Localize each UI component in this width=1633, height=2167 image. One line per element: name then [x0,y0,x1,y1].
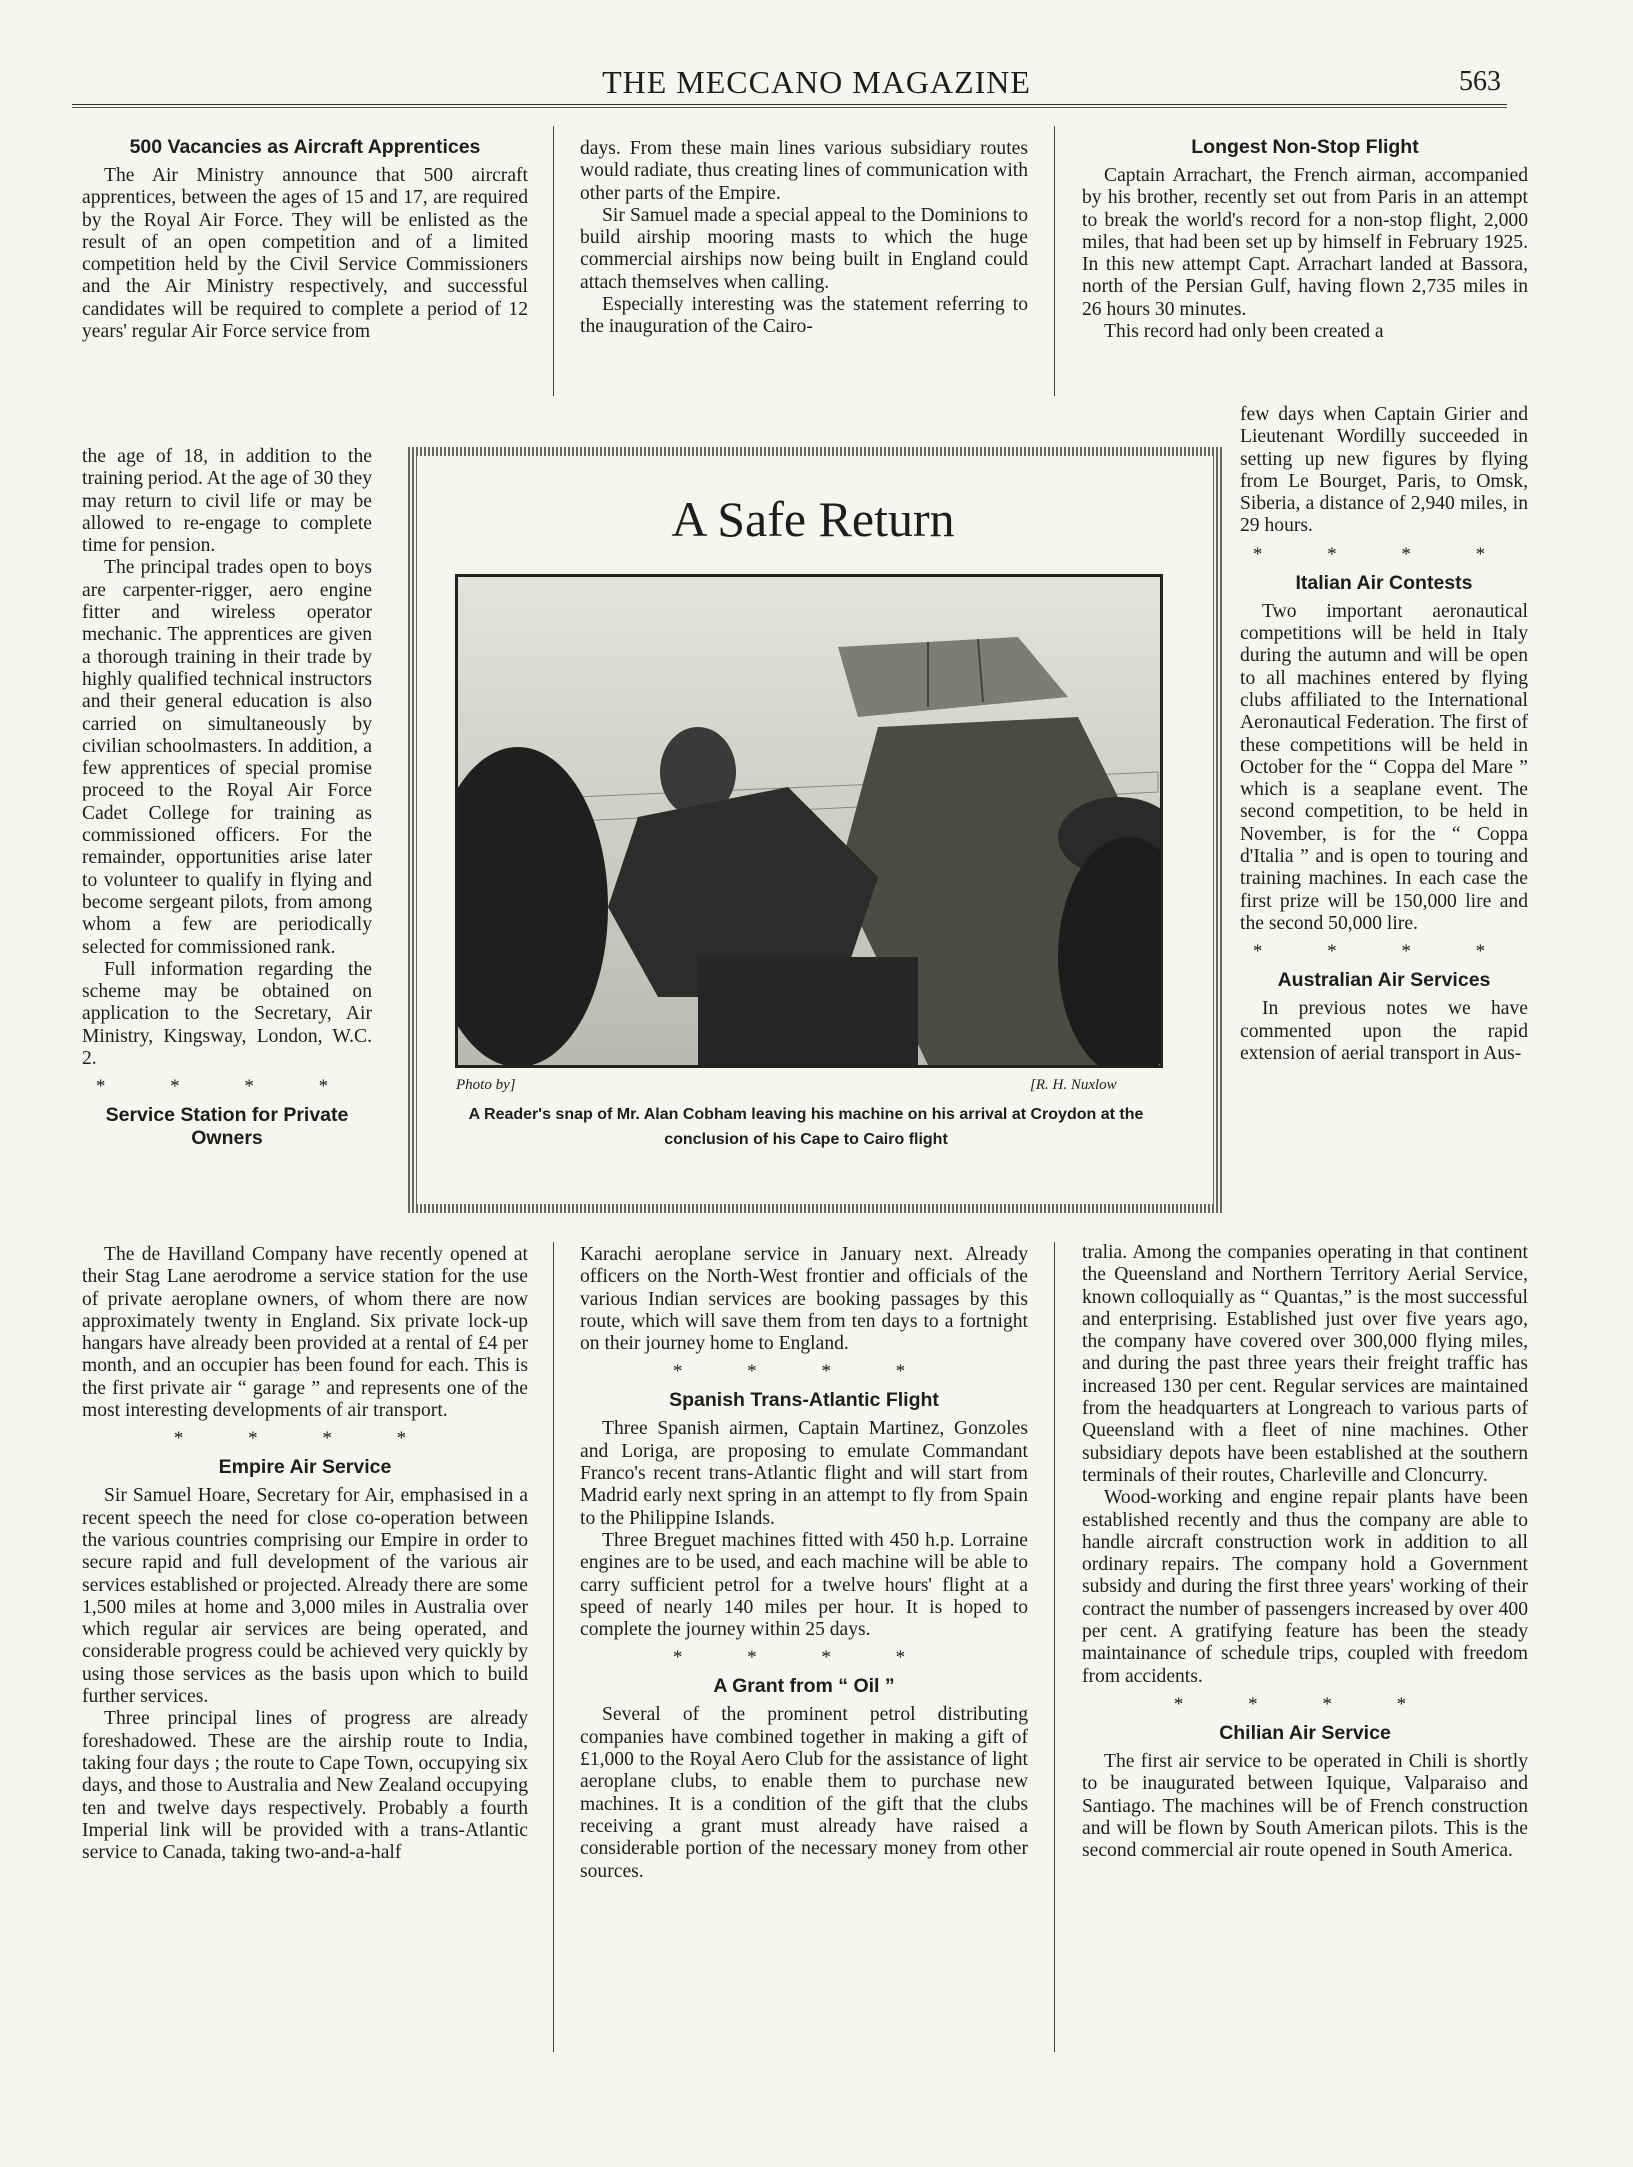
section-separator: * * * * [672,1361,936,1383]
section-separator: * * * * [1252,941,1516,963]
article-apprentices-top [82,136,528,446]
paragraph: Especially interesting was the statement referring to the inauguration of the Cairo- [580,294,1028,338]
section-separator: * * * * [1252,543,1516,565]
article-australian-chilian [1082,1242,1528,2054]
paragraph: tralia. Among the companies operating in that continent the Queensland and Northern Territory Aerial Service, known colloquially as “ Quantas,” is the most successful and enterprising. Established just over five years ago, the company have covered over 300,000 flying miles, and during the past three years their freight traffic has increased 130 per cent. Regular services are maintained from the headquarters at Longreach to various parts of Queensland with a fleet of nine machines. Other subsidiary depots have been established at the southern terminals of their routes, Charleville and Cloncurry. [1082,1242,1528,1486]
header-rule [72,104,1507,105]
paragraph: Several of the prominent petrol distributing companies have combined together in making a gift of £1,000 to the Royal Aero Club for the assistance of light aeroplane clubs, to enable them to purchase new machines. It is a condition of the gift that the clubs receiving a grant must already have raised a considerable portion of the necessary money from other sources. [580,1704,1028,1882]
paragraph: The Air Ministry announce that 500 aircraft apprentices, between the ages of 15 and 17, are required by the Royal Air Force. They will be enlisted as the result of an open competition and of a limited competition held by the Civil Service Commissioners and the Air Ministry respectively, and successful candidates will be required to complete a period of 12 years' regular Air Force service from [82,165,528,343]
heading-service-station: Service Station for Private Owners [105,1104,349,1150]
paragraph: Three principal lines of progress are already foreshadowed. These are the airship route to India, taking four days ; the route to Cape Town, occupying six days, and those to Australia and New Zealand occupying ten and twelve days respectively. Probably a fourth Imperial link will be provided with a trans-Atlantic service to Canada, taking two-and-a-half [82,1708,528,1864]
article-empire-continued [580,138,1028,400]
section-separator: * * * * [672,1647,936,1669]
photo-aviator-at-croydon [455,574,1163,1068]
article-spanish-and-oil [580,1244,1028,2054]
heading-grant-oil: A Grant from “ Oil ” [713,1675,895,1698]
section-separator: * * * * [173,1428,437,1450]
heading-non-stop: Longest Non-Stop Flight [1191,136,1419,158]
paragraph: The first air service to be operated in Chili is shortly to be inaugurated between Iquique, Valparaiso and Santiago. The machines will be of French construction and will be flown by South American pilots. This is the second commercial air route opened in South America. [1082,1750,1528,1862]
paragraph: days. From these main lines various subsidiary routes would radiate, thus creating lines of communication with other parts of the Empire. [580,138,1028,204]
section-separator: * * * * [95,1076,359,1098]
heading-australian-air: Australian Air Services [1277,969,1491,992]
paragraph: Sir Samuel Hoare, Secretary for Air, emphasised in a recent speech the need for close co-operation between the various countries comprising our Empire in order to secure rapid and full development of the various air services established or projected. Already there are some 1,500 miles at home and 3,000 miles in Australia over which regular air services are being operated, and considerable progress could be achieved very quickly by using those services as the basis upon which to build further services. [82,1485,528,1708]
paragraph: few days when Captain Girier and Lieutenant Wordilly succeeded in setting up new figures by flying from Le Bourget, Paris, to Omsk, Siberia, a distance of 2,940 miles, in 29 hours. [1240,404,1528,537]
paragraph: Karachi aeroplane service in January next. Already officers on the North-West frontier and officials of the various Indian services are booking passages by this route, which will save them from ten days to a fortnight on their journey home to England. [580,1244,1028,1355]
paragraph: Three Breguet machines fitted with 450 h.p. Lorraine engines are to be used, and each machine will be able to carry sufficient petrol for a twelve hours' flight at a speed of nearly 140 miles per hour. It is hoped to complete the journey within 25 days. [580,1529,1028,1641]
article-italian-narrow [1240,404,1528,1240]
column-divider-top-left [553,126,554,396]
paragraph: Captain Arrachart, the French airman, accompanied by his brother, recently set out from Paris in an attempt to break the world's record for a non-stop flight, 2,000 miles, that had been set up by himself in February 1925. In this new attempt Capt. Arrachart landed at Bassora, north of the Persian Gulf, having flown 2,735 miles in 26 hours 30 minutes. [1082,165,1528,320]
paragraph: Three Spanish airmen, Captain Martinez, Gonzoles and Loriga, are proposing to emulate Commandant Franco's recent trans-Atlantic flight and will start from Madrid early next spring in an attempt to fly from Spain to the Philippine Islands. [580,1418,1028,1529]
paragraph: Wood-working and engine repair plants have been established recently and thus the company are able to handle aircraft construction work in addition to all ordinary repairs. The company hold a Government subsidy and during the first three years' working of their contract the number of passengers increased by over 400 per cent. A gratifying feature has been the steady maintainance of schedule trips, coupled with freedom from accidents. [1082,1487,1528,1687]
heading-italian-contests: Italian Air Contests [1295,571,1473,594]
column-divider-bottom-right [1054,1242,1055,2052]
heading-spanish-flight: Spanish Trans-Atlantic Flight [669,1389,939,1412]
header-rule-secondary [72,107,1507,108]
photo-placeholder-illustration [458,577,1160,1065]
photo-feature-title: A Safe Return [671,491,955,547]
paragraph: In previous notes we have commented upon the rapid extension of aerial transport in Aus- [1240,998,1528,1064]
column-divider-top-right [1054,126,1055,396]
paragraph: Sir Samuel made a special appeal to the Dominions to build airship mooring masts to which the huge commercial airships now being built in England could attach themselves when calling. [580,204,1028,293]
article-service-station [82,1244,528,2054]
column-divider-bottom-left [553,1242,554,2052]
article-non-stop-top [1082,136,1528,404]
paragraph: Two important aeronautical competitions will be held in Italy during the autumn and will be open to all machines entered by flying clubs affiliated to the International Aeronautical Federation. The first of these competitions will be held in October for the “ Coppa del Mare ” which is a seaplane event. The second competition, to be held in November, is for the “ Coppa d'Italia ” and is open to touring and training machines. In each case the first prize will be 150,000 lire and the second 50,000 lire. [1240,600,1528,934]
page-number: 563 [1459,66,1501,97]
magazine-title: THE MECCANO MAGAZINE [602,64,1031,100]
heading-chilian-air: Chilian Air Service [1219,1721,1391,1744]
heading-apprentices: 500 Vacancies as Aircraft Apprentices [129,136,481,158]
paragraph: the age of 18, in addition to the training period. At the age of 30 they may return to civil life or may be allowed to re-engage to complete time for pension. [82,446,372,557]
paragraph: The de Havilland Company have recently opened at their Stag Lane aerodrome a service station for the use of private aeroplane owners, of whom there are now approximately twenty in England. Six private lock-up hangars have already been provided at a rental of £4 per month, and an occupier has been found for each. This is the first private air “ garage ” and represents one of the most interesting developments of air transport. [82,1244,528,1422]
photo-credit-label: Photo by] [456,1077,516,1093]
heading-empire-air: Empire Air Service [218,1456,392,1479]
paragraph: The principal trades open to boys are carpenter-rigger, aero engine fitter and wireless operator mechanic. The apprentices are given a thorough training in their trade by highly qualified technical instructors and their general education is also carried on simultaneously by civilian schoolmasters. In addition, a few apprentices of special promise proceed to the Royal Air Force Cadet College for training as commissioned officers. For the remainder, opportunities arise later to volunteer to qualify in flying and become sergeant pilots, from among whom a few are periodically selected for commissioned rank. [82,557,372,958]
photo-credit-name: [R. H. Nuxlow [1030,1077,1117,1093]
paragraph: This record had only been created a [1104,321,1384,343]
section-separator: * * * * [1173,1693,1437,1715]
paragraph: Full information regarding the scheme may be obtained on application to the Secretary, Air Ministry, Kingsway, London, W.C. 2. [82,958,372,1070]
photo-caption: A Reader's snap of Mr. Alan Cobham leaving his machine on his arrival at Croydon at the conclusion of his Cape to Cairo flight [468,1106,1144,1148]
